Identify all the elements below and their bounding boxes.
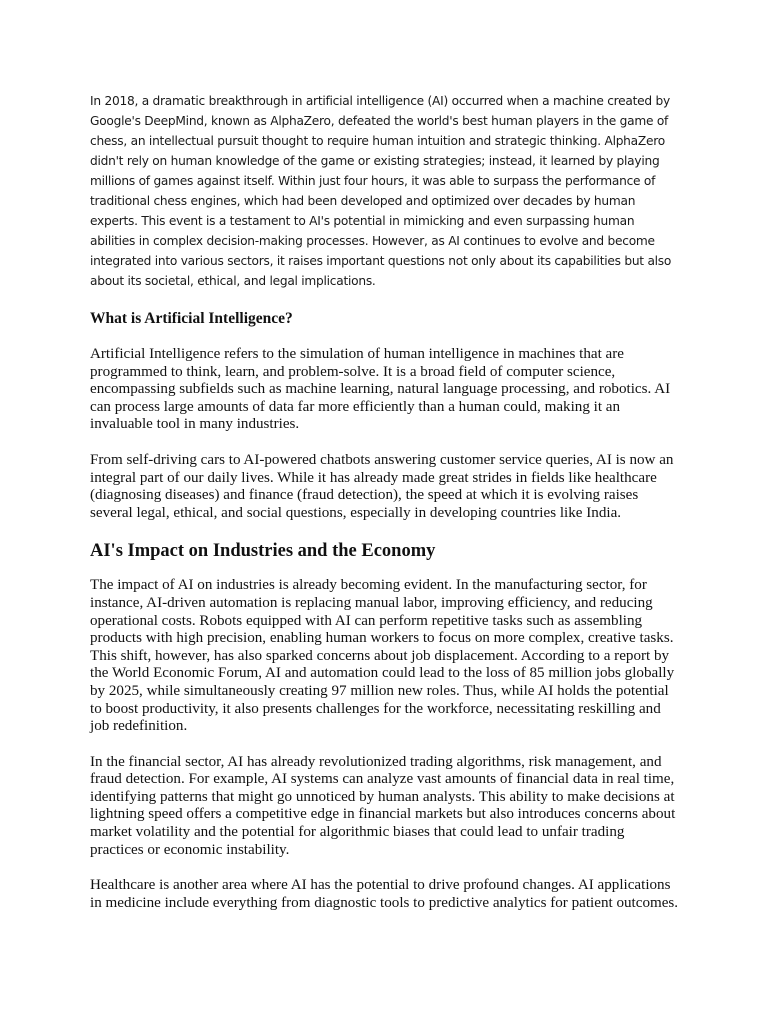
paragraph-healthcare: Healthcare is another area where AI has the potential to drive profound changes. AI applications in medicine include everything from diagnostic tools to predictive analytics for patient outcomes. [90, 877, 679, 911]
heading-ai-impact: AI's Impact on Industries and the Economy [90, 541, 436, 562]
document-page [90, 91, 680, 930]
heading-what-is-ai: What is Artificial Intelligence? [90, 310, 293, 327]
paragraph-definition: Artificial Intelligence refers to the simulation of human intelligence in machines that are programmed to think, learn, and problem-solve. It is a broad field of computer science, encompassing subfields such as machine learning, natural language processing, and robotics. AI can process large amounts of data far more efficiently than a human could, making it an invaluable tool in many industries. [90, 346, 671, 433]
intro-paragraph: In 2018, a dramatic breakthrough in artificial intelligence (AI) occurred when a machine created by Google's DeepMind, known as AlphaZero, defeated the world's best human players in the game of chess, an intellectual pursuit thought to require human intuition and strategic thinking. AlphaZero didn't rely on human knowledge of the game or existing strategies; instead, it learned by playing millions of games against itself. Within just four hours, it was able to surpass the performance of traditional chess engines, which had been developed and optimized over decades by human experts. This event is a testament to AI's potential in mimicking and even surpassing human abilities in complex decision-making processes. However, as AI continues to evolve and become integrated into various sectors, it raises important questions not only about its capabilities but also about its societal, ethical, and legal implications. [90, 94, 672, 288]
paragraph-financial: In the financial sector, AI has already revolutionized trading algorithms, risk management, and fraud detection. For example, AI systems can analyze vast amounts of financial data in real time, identifying patterns that might go unnoticed by human analysts. This ability to make decisions at lightning speed offers a competitive edge in financial markets but also introduces concerns about market volatility and the potential for algorithmic biases that could lead to unfair trading practices or economic instability. [90, 753, 676, 858]
paragraph-industries: The impact of AI on industries is already becoming evident. In the manufacturing sector, for instance, AI-driven automation is replacing manual labor, improving efficiency, and reducing operational costs. Robots equipped with AI can perform repetitive tasks such as assembling products with high precision, enabling human workers to focus on more complex, creative tasks. This shift, however, has also sparked concerns about job displacement. According to a report by the World Economic Forum, AI and automation could lead to the loss of 85 million jobs globally by 2025, while simultaneously creating 97 million new roles. Thus, while AI holds the potential to boost productivity, it also presents challenges for the workforce, necessitating reskilling and job redefinition. [90, 577, 675, 735]
paragraph-daily-lives: From self-driving cars to AI-powered chatbots answering customer service queries, AI is now an integral part of our daily lives. While it has already made great strides in fields like healthcare (diagnosing diseases) and finance (fraud detection), the speed at which it is evolving raises several legal, ethical, and social questions, especially in developing countries like India. [90, 451, 674, 521]
